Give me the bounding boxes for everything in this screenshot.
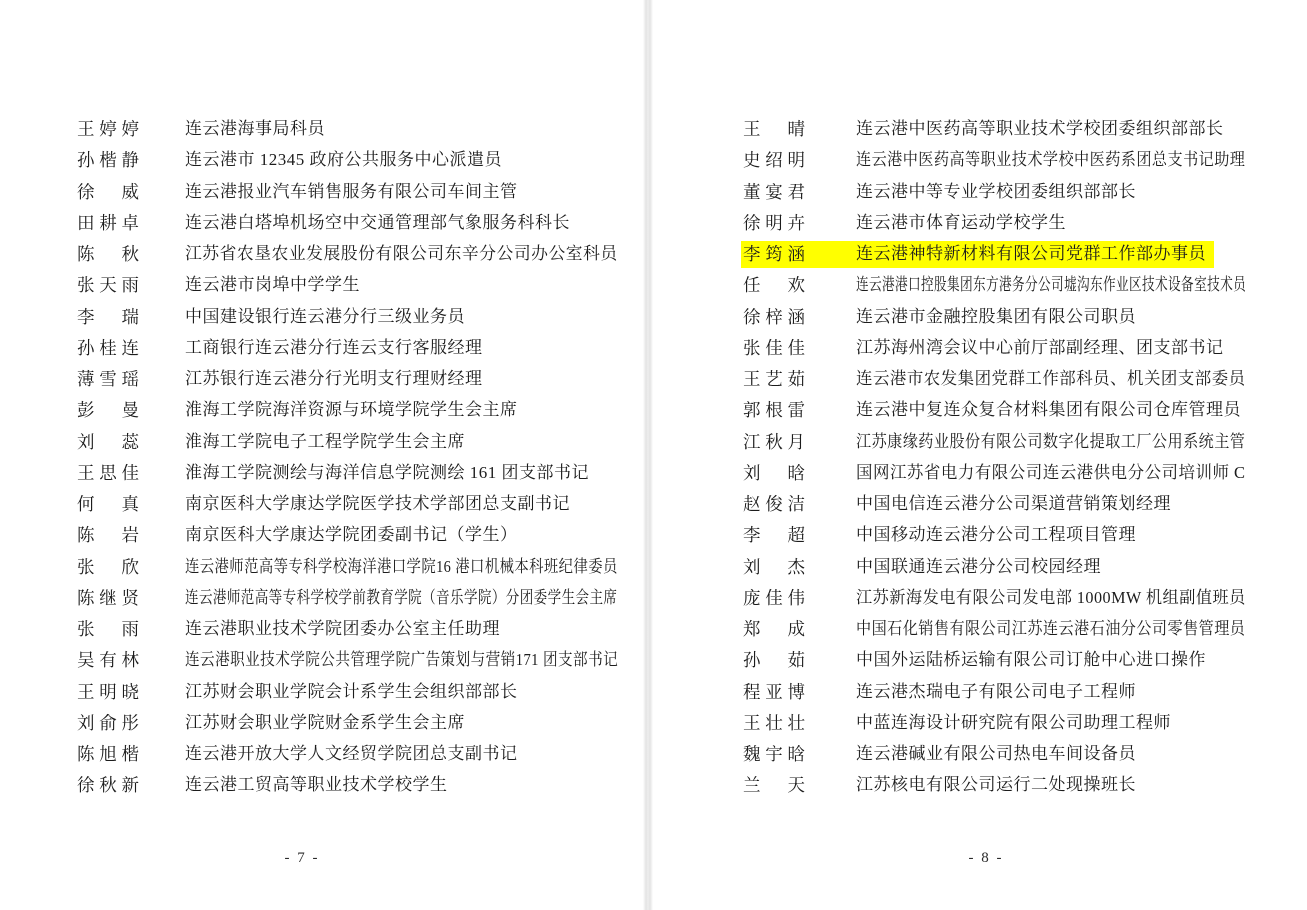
entry [741, 679, 1144, 706]
entry-title: 连云港港口控股集团东方港务分公司墟沟东作业区技术设备室技术员 [856, 275, 1247, 295]
name-char: 徐 [743, 212, 761, 233]
name-char: 魏 [743, 744, 761, 765]
entry [741, 179, 1144, 206]
name-char: 刘 [743, 462, 761, 483]
entry-name [77, 462, 139, 484]
name-char: 楷 [121, 744, 139, 765]
entry-title: 连云港中复连众复合材料集团有限公司仓库管理员 [856, 400, 1241, 420]
entry-row[interactable] [653, 489, 1307, 520]
entry [741, 147, 1302, 174]
entry-title: 江苏新海发电有限公司发电部 1000MW 机组副值班员 [856, 587, 1246, 607]
entry-row[interactable] [0, 520, 644, 551]
entry-name [77, 649, 139, 671]
name-char: 瑞 [121, 306, 139, 327]
entry-name [743, 274, 805, 296]
name-char: 张 [77, 556, 95, 577]
name-char: 王 [743, 369, 761, 390]
entry [741, 647, 1214, 674]
entry-name [743, 399, 805, 421]
entry-row[interactable] [653, 239, 1307, 270]
name-char: 雷 [787, 400, 805, 421]
entry [75, 272, 368, 299]
name-char: 孙 [77, 337, 95, 358]
entry-row[interactable] [653, 645, 1307, 676]
entry [75, 335, 491, 362]
name-char: 杰 [787, 556, 805, 577]
name-char: 李 [743, 244, 761, 265]
name-char: 史 [743, 150, 761, 171]
entry-title: 连云港杰瑞电子有限公司电子工程师 [856, 681, 1136, 701]
highlighted-entry [741, 241, 1214, 268]
entry-title: 连云港神特新材料有限公司党群工作部办事员 [856, 244, 1206, 264]
name-char: 江 [743, 431, 761, 452]
entry [75, 429, 473, 456]
name-char: 欢 [787, 275, 805, 296]
entry-title: 连云港报业汽车销售服务有限公司车间主管 [185, 181, 518, 201]
name-char: 俊 [765, 494, 783, 515]
entry-title: 中国外运陆桥运输有限公司订舱中心进口操作 [856, 650, 1206, 670]
entry-title: 连云港职业技术学院公共管理学院广告策划与营销171 团支部书记 [185, 650, 619, 670]
entry-row[interactable] [0, 270, 644, 301]
name-char: 郑 [743, 619, 761, 640]
name-char: 王 [77, 119, 95, 140]
name-char: 佳 [765, 337, 783, 358]
entry-title: 连云港市金融控股集团有限公司职员 [856, 306, 1136, 326]
entry-name [77, 774, 139, 796]
entry-row[interactable] [653, 364, 1307, 395]
entry-title: 连云港海事局科员 [185, 119, 325, 139]
entry-title: 中国建设银行连云港分行三级业务员 [185, 306, 465, 326]
name-char: 任 [743, 275, 761, 296]
entry-title: 中国移动连云港分公司工程项目管理 [856, 525, 1136, 545]
entry-row[interactable] [653, 583, 1307, 614]
entry-row[interactable] [653, 333, 1307, 364]
entry-name [77, 618, 139, 640]
entry-title: 连云港中医药高等职业技术学校团委组织部部长 [856, 119, 1224, 139]
entry-row[interactable] [653, 427, 1307, 458]
entry-row[interactable] [653, 614, 1307, 645]
entry-title: 江苏银行连云港分行光明支行理财经理 [185, 369, 483, 389]
name-char: 宇 [765, 744, 783, 765]
entry-name [743, 649, 805, 671]
name-char: 绍 [765, 150, 783, 171]
name-char: 兰 [743, 775, 761, 796]
entry-row[interactable] [0, 364, 644, 395]
entry-name [743, 681, 805, 703]
entry-name [743, 243, 805, 265]
entry-row[interactable] [653, 677, 1307, 708]
entry [75, 241, 631, 268]
entry [75, 554, 706, 581]
name-char: 君 [787, 181, 805, 202]
name-char: 刘 [77, 712, 95, 733]
entry-row[interactable] [0, 208, 644, 239]
entry-row[interactable] [0, 708, 644, 739]
name-char: 超 [787, 525, 805, 546]
name-char: 张 [77, 619, 95, 640]
name-char: 耕 [99, 212, 117, 233]
entry-row[interactable] [0, 302, 644, 333]
name-char: 继 [99, 587, 117, 608]
entry [75, 491, 578, 518]
entry-name [77, 431, 139, 453]
name-char: 吴 [77, 650, 95, 671]
name-char: 婷 [121, 119, 139, 140]
entry-title: 连云港中等专业学校团委组织部部长 [856, 181, 1136, 201]
entry-title: 工商银行连云港分行连云支行客服经理 [185, 337, 483, 357]
page-divider [643, 0, 653, 910]
page-number-8: - 8 - [968, 850, 1004, 866]
name-char: 艺 [765, 369, 783, 390]
entry [741, 116, 1232, 143]
name-char: 陈 [77, 744, 95, 765]
entry-row[interactable] [0, 489, 644, 520]
entry-title: 连云港市岗埠中学学生 [185, 275, 360, 295]
name-char: 王 [743, 119, 761, 140]
name-char: 瑶 [121, 369, 139, 390]
entry-title: 淮海工学院测绘与海洋信息学院测绘 161 团支部书记 [185, 462, 589, 482]
entry-title: 江苏核电有限公司运行二处现操班长 [856, 775, 1136, 795]
entry-row[interactable] [653, 770, 1307, 801]
entry-row[interactable] [0, 739, 644, 770]
entry-name [77, 556, 139, 578]
entry-row[interactable] [0, 645, 644, 676]
name-char: 晗 [787, 462, 805, 483]
name-char: 天 [99, 275, 117, 296]
name-char: 宴 [765, 181, 783, 202]
name-char: 壮 [787, 712, 805, 733]
entry-name [743, 431, 805, 453]
name-char: 王 [743, 712, 761, 733]
entry-title: 江苏财会职业学院会计系学生会组织部部长 [185, 681, 518, 701]
name-char: 佳 [787, 337, 805, 358]
entry [75, 147, 510, 174]
entry-title: 中国联通连云港分公司校园经理 [856, 556, 1101, 576]
entry-name [743, 556, 805, 578]
entry-title: 连云港碱业有限公司热电车间设备员 [856, 744, 1136, 764]
entry [75, 741, 526, 768]
entry-name [77, 274, 139, 296]
entry-name [77, 181, 139, 203]
name-char: 佳 [121, 462, 139, 483]
entry [741, 304, 1144, 331]
name-char: 新 [121, 775, 139, 796]
entry-row[interactable] [0, 458, 644, 489]
entry-title: 连云港师范高等专科学校海洋港口学院16 港口机械本科班纪律委员 [185, 556, 618, 576]
name-char: 刘 [743, 556, 761, 577]
page-number-7: - 7 - [284, 850, 320, 866]
entry [75, 366, 491, 393]
name-char: 茹 [787, 369, 805, 390]
name-char: 真 [121, 494, 139, 515]
name-char: 林 [121, 650, 139, 671]
name-char: 茹 [787, 650, 805, 671]
name-char: 成 [787, 619, 805, 640]
name-char: 梓 [765, 306, 783, 327]
entry-name [743, 524, 805, 546]
entry [741, 335, 1232, 362]
name-char: 岩 [121, 525, 139, 546]
name-char: 博 [787, 681, 805, 702]
entry [75, 116, 333, 143]
entry-name [77, 524, 139, 546]
entry-row[interactable] [0, 583, 644, 614]
entry-title: 连云港市体育运动学校学生 [856, 212, 1066, 232]
name-char: 庞 [743, 587, 761, 608]
name-char: 楷 [99, 150, 117, 171]
entry-title: 江苏康缘药业股份有限公司数字化提取工厂公用系统主管 [856, 431, 1246, 451]
entry-name [743, 712, 805, 734]
name-char: 卓 [121, 212, 139, 233]
entry-name [77, 712, 139, 734]
name-char: 张 [77, 275, 95, 296]
entry [75, 772, 456, 799]
entry-title: 中国电信连云港分公司渠道营销策划经理 [856, 494, 1171, 514]
name-char: 彤 [121, 712, 139, 733]
name-char: 威 [121, 181, 139, 202]
entry-row[interactable] [653, 270, 1307, 301]
name-char: 张 [743, 337, 761, 358]
name-char: 晓 [121, 681, 139, 702]
entry-row[interactable] [653, 520, 1307, 551]
entry-name [77, 681, 139, 703]
name-char: 陈 [77, 244, 95, 265]
entry-name [743, 368, 805, 390]
entry-name [743, 587, 805, 609]
entry-row[interactable] [0, 395, 644, 426]
entry-title: 国网江苏省电力有限公司连云港供电分公司培训师 C [856, 462, 1246, 482]
entry [741, 522, 1144, 549]
entry-name [77, 368, 139, 390]
name-char: 郭 [743, 400, 761, 421]
name-char: 秋 [99, 775, 117, 796]
name-char: 佳 [765, 587, 783, 608]
name-char: 连 [121, 337, 139, 358]
name-char: 天 [787, 775, 805, 796]
entry-name [77, 243, 139, 265]
entry-row[interactable] [653, 177, 1307, 208]
name-char: 何 [77, 494, 95, 515]
name-char: 明 [99, 681, 117, 702]
entry-row[interactable] [653, 114, 1307, 145]
entry-name [743, 118, 805, 140]
entry-name [743, 743, 805, 765]
entry [741, 616, 1302, 643]
entry-list-page-8 [653, 114, 1307, 802]
entry [741, 397, 1249, 424]
entry-row[interactable] [653, 208, 1307, 239]
entry-title: 连云港工贸高等职业技术学校学生 [185, 775, 448, 795]
name-char: 曼 [121, 400, 139, 421]
entry-name [77, 149, 139, 171]
name-char: 薄 [77, 369, 95, 390]
entry-row[interactable] [0, 333, 644, 364]
name-char: 陈 [77, 587, 95, 608]
entry [75, 210, 578, 237]
name-char: 王 [77, 462, 95, 483]
name-char: 涵 [787, 244, 805, 265]
name-char: 俞 [99, 712, 117, 733]
entry [741, 554, 1109, 581]
name-char: 有 [99, 650, 117, 671]
entry-name [77, 118, 139, 140]
name-char: 田 [77, 212, 95, 233]
name-char: 桂 [99, 337, 117, 358]
entry [741, 272, 1307, 299]
entry-name [743, 306, 805, 328]
entry-title: 江苏海州湾会议中心前厅部副经理、团支部书记 [856, 337, 1224, 357]
name-char: 涵 [787, 306, 805, 327]
entry-row[interactable] [0, 114, 644, 145]
entry-name [743, 181, 805, 203]
entry [741, 460, 1266, 487]
entry-list-page-7 [0, 114, 644, 802]
entry-row[interactable] [0, 177, 644, 208]
entry-title: 连云港市农发集团党群工作部科员、机关团支部委员 [856, 369, 1246, 389]
entry [741, 491, 1179, 518]
entry-name [743, 212, 805, 234]
entry-name [77, 399, 139, 421]
entry-row[interactable] [653, 739, 1307, 770]
name-char: 李 [77, 306, 95, 327]
entry [75, 710, 473, 737]
entry-name [743, 149, 805, 171]
entry [75, 585, 736, 612]
name-char: 秋 [121, 244, 139, 265]
name-char: 婷 [99, 119, 117, 140]
name-char: 徐 [77, 181, 95, 202]
entry-name [77, 743, 139, 765]
page-7[interactable] [0, 0, 644, 910]
entry [75, 179, 526, 206]
entry [741, 585, 1274, 612]
entry-row[interactable] [0, 677, 644, 708]
name-char: 孙 [743, 650, 761, 671]
name-char: 陈 [77, 525, 95, 546]
name-char: 明 [765, 212, 783, 233]
entry [741, 710, 1179, 737]
entry [741, 772, 1144, 799]
entry-title: 连云港市 12345 政府公共服务中心派遣员 [185, 150, 502, 170]
name-char: 徐 [743, 306, 761, 327]
entry-title: 连云港师范高等专科学校学前教育学院（音乐学院）分团委学生会主席 [185, 587, 618, 607]
entry [741, 210, 1074, 237]
name-char: 亚 [765, 681, 783, 702]
name-char: 晴 [787, 119, 805, 140]
name-char: 洁 [787, 494, 805, 515]
entry-row[interactable] [653, 708, 1307, 739]
entry [75, 647, 697, 674]
entry-title: 江苏省农垦农业发展股份有限公司东辛分公司办公室科员 [185, 244, 618, 264]
entry-row[interactable] [0, 427, 644, 458]
entry [75, 616, 508, 643]
entry-title: 连云港白塔埠机场空中交通管理部气象服务科科长 [185, 212, 570, 232]
entry-row[interactable] [0, 770, 644, 801]
entry-title: 淮海工学院海洋资源与环境学院学生会主席 [185, 400, 518, 420]
name-char: 思 [99, 462, 117, 483]
entry-row[interactable] [0, 614, 644, 645]
entry-title: 连云港开放大学人文经贸学院团总支副书记 [185, 744, 518, 764]
name-char: 赵 [743, 494, 761, 515]
entry-title: 连云港职业技术学院团委办公室主任助理 [185, 619, 500, 639]
entry [75, 522, 526, 549]
name-char: 刘 [77, 431, 95, 452]
entry-row[interactable] [653, 458, 1307, 489]
name-char: 静 [121, 150, 139, 171]
name-char: 壮 [765, 712, 783, 733]
name-char: 明 [787, 150, 805, 171]
name-char: 徐 [77, 775, 95, 796]
name-char: 贤 [121, 587, 139, 608]
entry [75, 460, 597, 487]
entry-name [77, 212, 139, 234]
name-char: 孙 [77, 150, 95, 171]
entry [741, 429, 1302, 456]
entry-title: 淮海工学院电子工程学院学生会主席 [185, 431, 465, 451]
name-char: 雪 [99, 369, 117, 390]
entry-row[interactable] [0, 145, 644, 176]
name-char: 秋 [765, 431, 783, 452]
entry-row[interactable] [653, 145, 1307, 176]
entry-name [743, 462, 805, 484]
entry-title: 江苏财会职业学院财金系学生会主席 [185, 712, 465, 732]
name-char: 欣 [121, 556, 139, 577]
entry-name [743, 337, 805, 359]
name-char: 雨 [121, 619, 139, 640]
entry-row[interactable] [653, 302, 1307, 333]
name-char: 董 [743, 181, 761, 202]
name-char: 旭 [99, 744, 117, 765]
entry-name [743, 493, 805, 515]
entry [75, 679, 526, 706]
name-char: 雨 [121, 275, 139, 296]
name-char: 蕊 [121, 431, 139, 452]
name-char: 王 [77, 681, 95, 702]
entry-row[interactable] [0, 239, 644, 270]
name-char: 李 [743, 525, 761, 546]
name-char: 彭 [77, 400, 95, 421]
name-char: 晗 [787, 744, 805, 765]
entry-name [743, 618, 805, 640]
entry [741, 366, 1267, 393]
entry-title: 中国石化销售有限公司江苏连云港石油分公司零售管理员 [856, 619, 1246, 639]
entry [75, 304, 473, 331]
name-char: 月 [787, 431, 805, 452]
entry-name [77, 337, 139, 359]
entry-title: 连云港中医药高等职业技术学校中医药系团总支书记助理 [856, 150, 1246, 170]
name-char: 根 [765, 400, 783, 421]
name-char: 伟 [787, 587, 805, 608]
name-char: 程 [743, 681, 761, 702]
entry-row[interactable] [653, 395, 1307, 426]
name-char: 卉 [787, 212, 805, 233]
page-8[interactable] [653, 0, 1307, 910]
entry-name [77, 493, 139, 515]
entry-name [77, 306, 139, 328]
entry [741, 741, 1144, 768]
entry-name [743, 774, 805, 796]
entry-title: 中蓝连海设计研究院有限公司助理工程师 [856, 712, 1171, 732]
entry-title: 南京医科大学康达学院医学技术学部团总支副书记 [185, 494, 570, 514]
entry-row[interactable] [653, 552, 1307, 583]
entry-title: 南京医科大学康达学院团委副书记（学生） [185, 525, 518, 545]
name-char: 筠 [765, 244, 783, 265]
entry-row[interactable] [0, 552, 644, 583]
entry [75, 397, 526, 424]
entry-name [77, 587, 139, 609]
